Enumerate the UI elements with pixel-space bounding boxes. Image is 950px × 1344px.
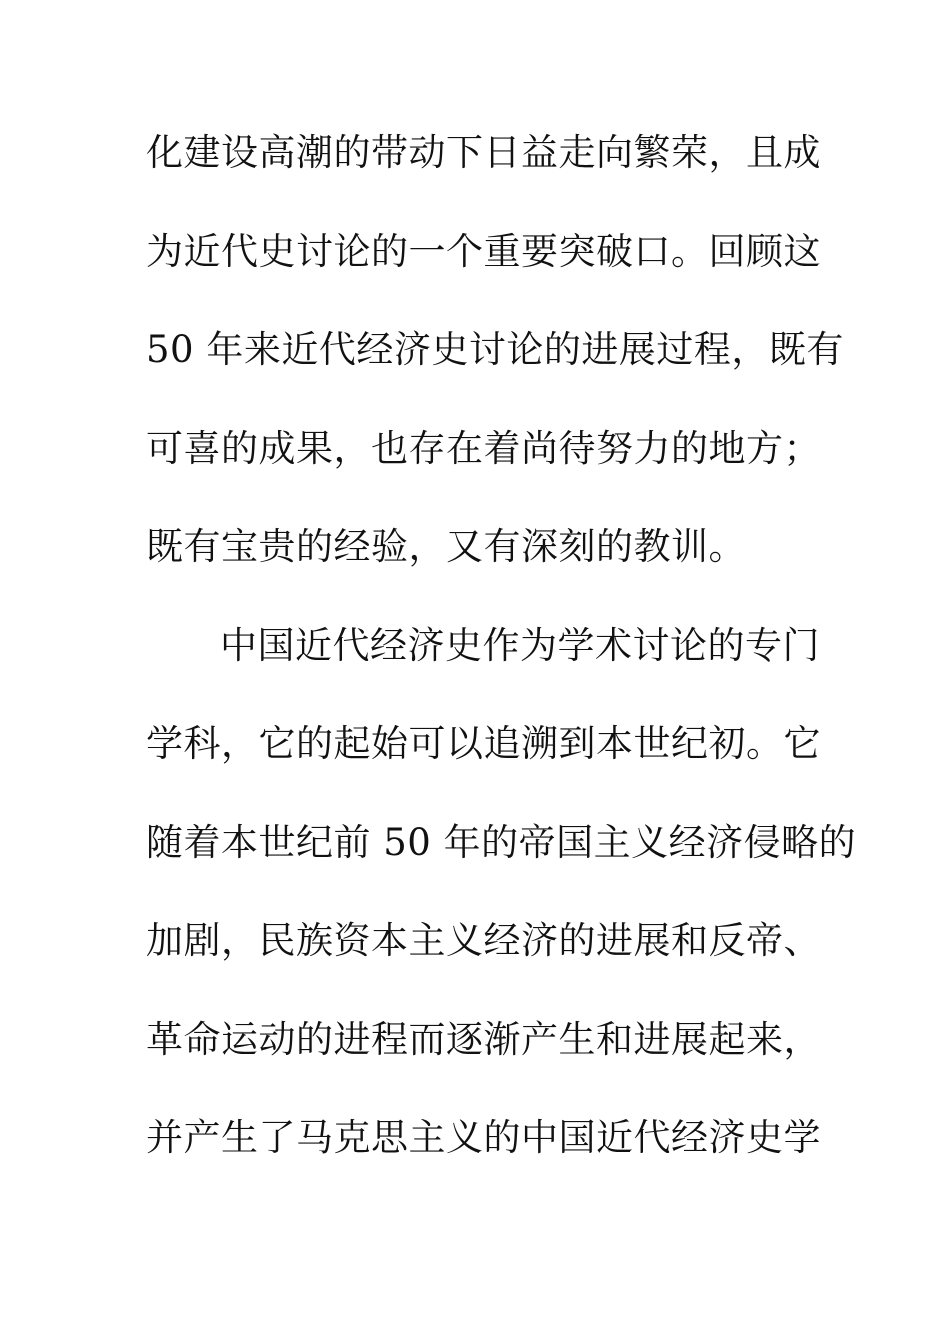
- text-line: 学科，它的起始可以追溯到本世纪初。它: [146, 722, 821, 765]
- paragraph: [146, 617, 857, 1168]
- text-line: 并产生了马克思主义的中国近代经济史学: [146, 1116, 821, 1159]
- text-line: 中国近代经济史作为学术讨论的专门: [220, 623, 820, 667]
- text-line: 为近代史讨论的一个重要突破口。回顾这: [146, 229, 821, 273]
- text-line: 既有宝贵的经验，又有深刻的教训。: [146, 525, 746, 568]
- text-line: 化建设高潮的带动下日益走向繁荣，且成: [146, 131, 821, 174]
- text-line: 50 年来近代经济史讨论的进展过程，既有: [146, 328, 844, 371]
- text-line: 革命运动的进程而逐渐产生和进展起来，: [146, 1017, 821, 1061]
- paragraph: [146, 124, 844, 576]
- text-line: 随着本世纪前 50 年的帝国主义经济侵略的: [146, 820, 857, 864]
- body-text: [146, 124, 857, 1208]
- text-line: 加剧，民族资本主义经济的进展和反帝、: [146, 919, 821, 962]
- text-line: 可喜的成果，也存在着尚待努力的地方；: [146, 426, 821, 470]
